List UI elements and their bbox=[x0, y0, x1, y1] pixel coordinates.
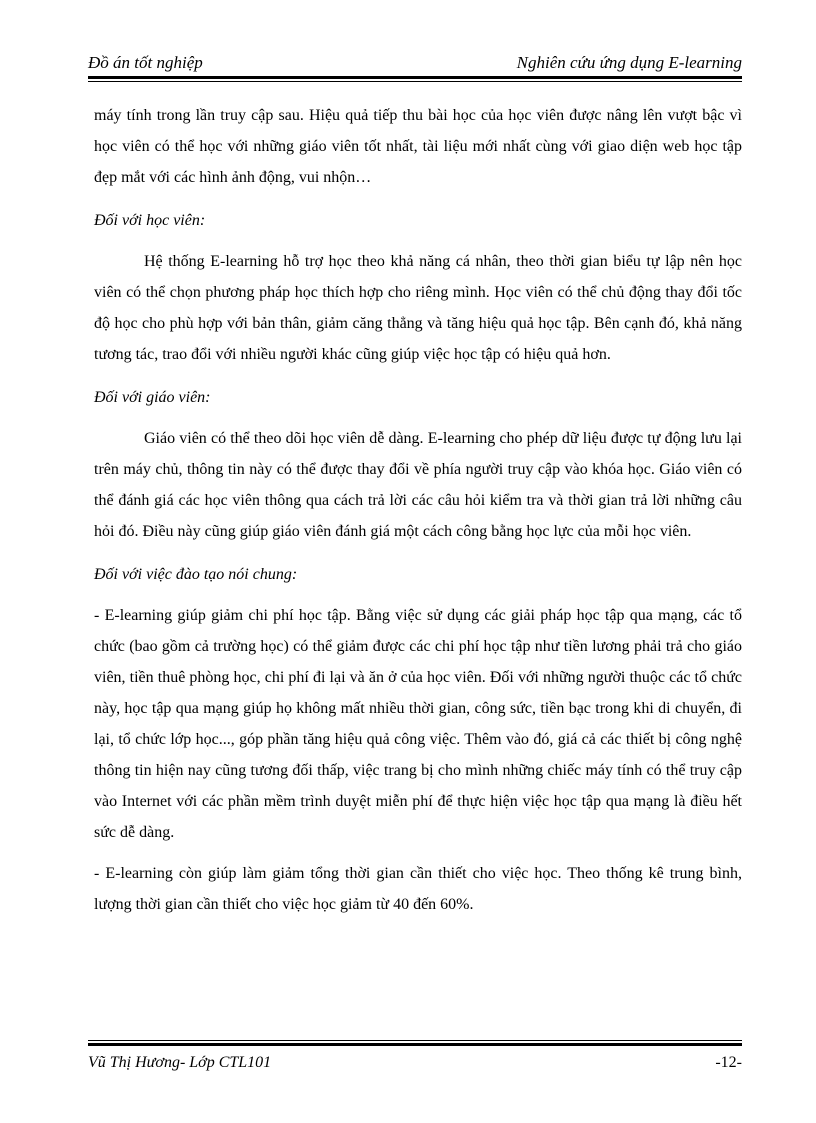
footer-divider-thick bbox=[88, 1043, 742, 1046]
header-divider-thick bbox=[88, 76, 742, 79]
header-document-type: Đồ án tốt nghiệp bbox=[88, 53, 203, 72]
training-paragraph-time: - E-learning còn giúp làm giảm tổng thời gian cần thiết cho việc học. Theo thống kê trung bình, lượng thời gian cần thiết cho việc học giảm từ 40 đến 60%. bbox=[94, 865, 742, 913]
intro-paragraph: máy tính trong lần truy cập sau. Hiệu quả tiếp thu bài học của học viên được nâng lên vượt bậc vì học viên có thể học với những giáo viên tốt nhất, tài liệu mới nhất cùng với giao diện web học tập đẹp mắt với các hình ảnh động, vui nhộn… bbox=[94, 107, 742, 186]
page-footer bbox=[88, 1052, 742, 1076]
page-body bbox=[94, 100, 742, 920]
header-divider-thin bbox=[88, 81, 742, 82]
header-thesis-title: Nghiên cứu ứng dụng E-learning bbox=[516, 53, 742, 72]
footer-divider-thin bbox=[88, 1040, 742, 1041]
page-header bbox=[88, 52, 742, 78]
students-paragraph: Hệ thống E-learning hỗ trợ học theo khả năng cá nhân, theo thời gian biểu tự lập nên học viên có thể chọn phương pháp học thích hợp cho riêng mình. Học viên có thể chủ động thay đổi tốc độ học cho phù hợp với bản thân, giảm căng thẳng và tăng hiệu quả học tập. Bên cạnh đó, khả năng tương tác, trao đổi với nhiều người khác cũng giúp việc học tập có hiệu quả hơn. bbox=[94, 253, 742, 363]
training-heading: Đối với việc đào tạo nói chung: bbox=[94, 566, 298, 583]
teachers-heading: Đối với giáo viên: bbox=[94, 389, 211, 406]
page-number: -12- bbox=[715, 1054, 742, 1071]
training-paragraph-cost: - E-learning giúp giảm chi phí học tập. Bằng việc sử dụng các giải pháp học tập qua mạng, các tổ chức (bao gồm cả trường học) có thể giảm được các chi phí học tập như tiền lương phải trả cho giáo viên, tiền thuê phòng học, chi phí đi lại và ăn ở của học viên. Đối với những người thuộc các tổ chức này, học tập qua mạng giúp họ không mất nhiều thời gian, công sức, tiền bạc trong khi di chuyển, đi lại, tổ chức lớp học..., góp phần tăng hiệu quả công việc. Thêm vào đó, giá cả các thiết bị công nghệ thông tin hiện nay cũng tương đối thấp, việc trang bị cho mình những chiếc máy tính có thể truy cập vào Internet với các phần mềm trình duyệt miễn phí để thực hiện việc học tập qua mạng là điều hết sức dễ dàng. bbox=[94, 607, 742, 841]
teachers-paragraph: Giáo viên có thể theo dõi học viên dễ dàng. E-learning cho phép dữ liệu được tự động lưu lại trên máy chủ, thông tin này có thể được thay đổi về phía người truy cập vào khóa học. Giáo viên có thể đánh giá các học viên thông qua cách trả lời các câu hỏi kiểm tra và thời gian trả lời những câu hỏi đó. Điều này cũng giúp giáo viên đánh giá một cách công bằng học lực của mỗi học viên. bbox=[94, 430, 742, 540]
students-heading: Đối với học viên: bbox=[94, 212, 206, 229]
footer-author: Vũ Thị Hương- Lớp CTL101 bbox=[88, 1054, 272, 1071]
